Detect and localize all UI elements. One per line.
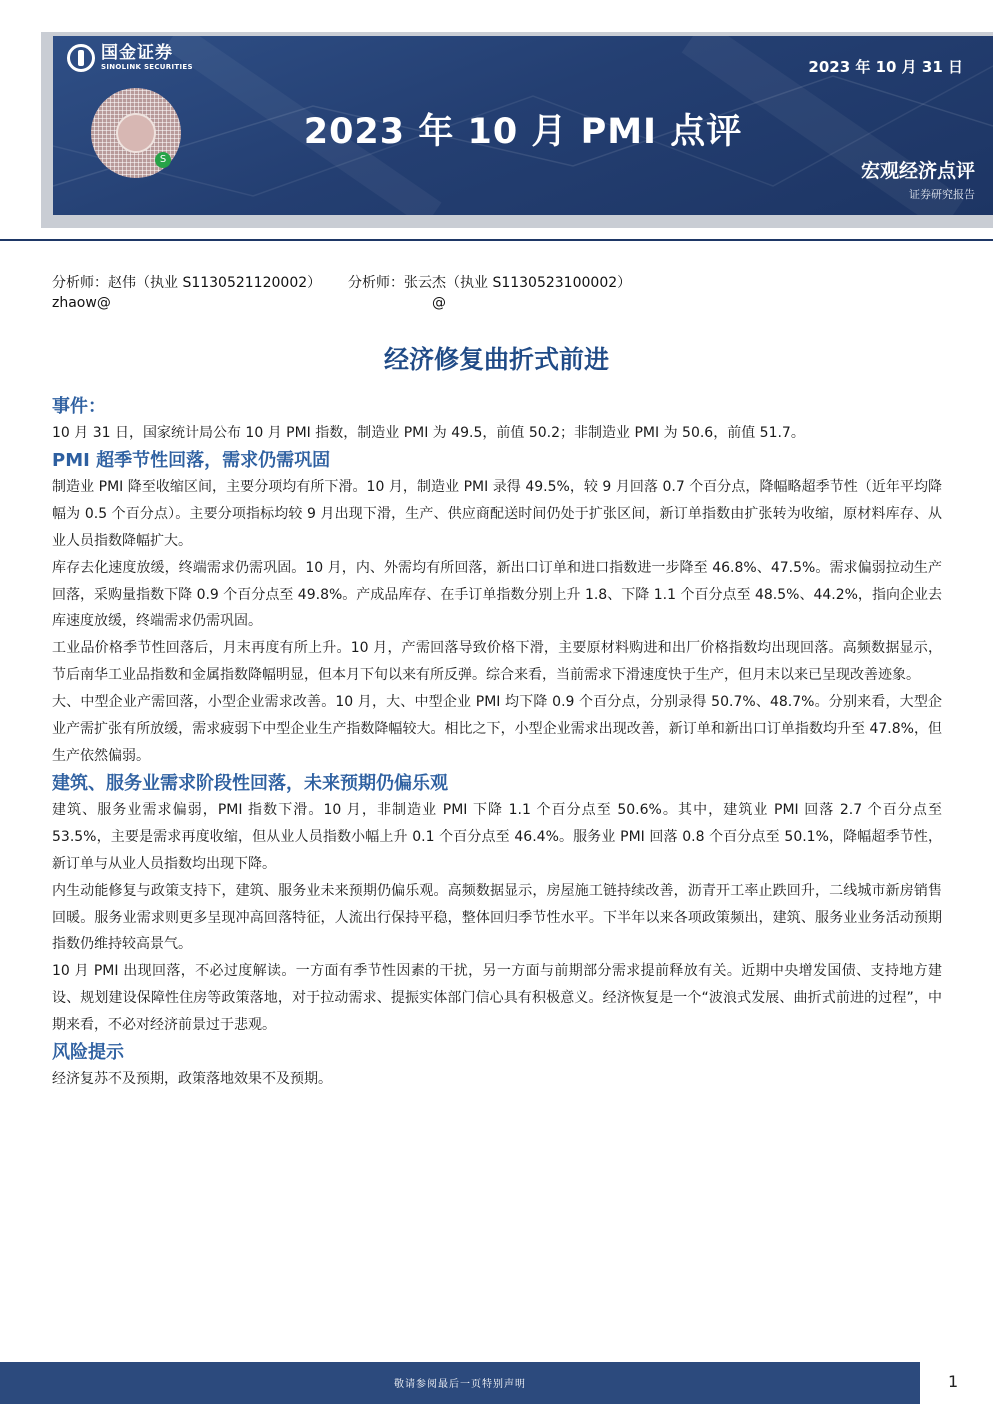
disclaimer-link[interactable]: 敬请参阅最后一页特别声明	[394, 1379, 526, 1390]
paragraph: 制造业 PMI 降至收缩区间，主要分项均有所下滑。10 月，制造业 PMI 录得 49.5%，较 9 月回落 0.7 个百分点，降幅略超季节性（近年平均降幅为 0.5 个百分点）。主要分项指标均较 9 月出现下滑，生产、供应商配送时间仍处于扩张区间，新订单指数由扩张转为收缩，原材料库存、从业人员指数降幅扩大。	[52, 478, 942, 549]
logo-name-en: SINOLINK SECURITIES	[101, 63, 193, 71]
analyst-1-name: 分析师：赵伟（执业 S1130521120002）	[52, 275, 322, 291]
section-heading-event: 事件：	[52, 396, 106, 417]
article-title: 经济修复曲折式前进	[383, 345, 609, 374]
report-type: 宏观经济点评	[860, 160, 975, 182]
section-heading-non-manufacturing: 建筑、服务业需求阶段性回落，未来预期仍偏乐观	[52, 772, 448, 794]
report-date: 2023 年 10 月 31 日	[808, 58, 963, 76]
paragraph: 经济复苏不及预期，政策落地效果不及预期。	[52, 1071, 332, 1088]
company-logo	[67, 44, 193, 72]
header-divider	[0, 239, 993, 241]
report-title: 2023 年 10 月 PMI 点评	[303, 112, 743, 152]
report-body	[52, 393, 942, 1093]
logo-name-cn: 国金证券	[101, 43, 173, 63]
page-number: 1	[948, 1372, 959, 1391]
paragraph: 工业品价格季节性回落后，月末再度有所上升。10 月，产需回落导致价格下滑，主要原材料购进和出厂价格指数均出现回落。高频数据显示，节后南华工业品指数和金属指数降幅明显，但本月下旬以来有所反弹。综合来看，当前需求下滑速度快于生产，但月末以来已呈现改善迹象。	[52, 640, 942, 684]
paragraph: 大、中型企业产需回落，小型企业需求改善。10 月，大、中型企业 PMI 均下降 0.9 个百分点，分别录得 50.7%、48.7%。分别来看，大型企业产需扩张有所放缓，需求疲弱下中型企业生产指数降幅较大。相比之下，小型企业需求出现改善，新订单和新出口订单指数均升至 47.8%，但生产依然偏弱。	[52, 694, 942, 764]
analyst-1-email[interactable]: zhaow@	[52, 295, 111, 311]
analyst-2-name: 分析师：张云杰（执业 S1130523100002）	[348, 275, 632, 291]
logo-mark-icon	[67, 44, 95, 72]
paragraph: 建筑、服务业需求偏弱，PMI 指数下滑。10 月，非制造业 PMI 下降 1.1 个百分点至 50.6%。其中，建筑业 PMI 回落 2.7 个百分点至 53.5%，主要是需求再度收缩，但从业人员指数小幅上升 0.1 个百分点至 46.4%。服务业 PMI 回落 0.8 个百分点至 50.1%，降幅超季节性，新订单与从业人员指数均出现下降。	[52, 801, 942, 872]
analyst-2-email[interactable]: @	[432, 295, 446, 311]
mini-program-icon: S	[155, 152, 171, 168]
paragraph: 库存去化速度放缓，终端需求仍需巩固。10 月，内、外需均有所回落，新出口订单和进口指数进一步降至 46.8%、47.5%。需求偏弱拉动生产回落，采购量指数下降 0.9 个百分点至 49.8%。产成品库存、在手订单指数分别上升 1.8、下降 1.1 个百分点至 48.5%、44.2%，指向企业去库速度放缓，终端需求仍需巩固。	[52, 559, 942, 630]
section-heading-risk: 风险提示	[52, 1042, 124, 1064]
paragraph: 10 月 PMI 出现回落，不必过度解读。一方面有季节性因素的干扰，另一方面与前期部分需求提前释放有关。近期中央增发国债、支持地方建设、规划建设保障性住房等政策落地，对于拉动需求、提振实体部门信心具有积极意义。经济恢复是一个“波浪式发展、曲折式前进的过程”，中期来看，不必对经济前景过于悲观。	[52, 963, 942, 1034]
paragraph: 10 月 31 日，国家统计局公布 10 月 PMI 指数，制造业 PMI 为 49.5，前值 50.2；非制造业 PMI 为 50.6，前值 51.7。	[52, 425, 805, 441]
paragraph: 内生动能修复与政策支持下，建筑、服务业未来预期仍偏乐观。高频数据显示，房屋施工链持续改善，沥青开工率止跌回升，二线城市新房销售回暖。服务业需求则更多呈现冲高回落特征，人流出行保持平稳，整体回归季节性水平。下半年以来各项政策频出，建筑、服务业业务活动预期指数仍维持较高景气。	[52, 882, 942, 953]
report-category: 证券研究报告	[909, 188, 975, 201]
report-banner	[53, 36, 993, 215]
section-heading-manufacturing: PMI 超季节性回落，需求仍需巩固	[52, 449, 331, 471]
